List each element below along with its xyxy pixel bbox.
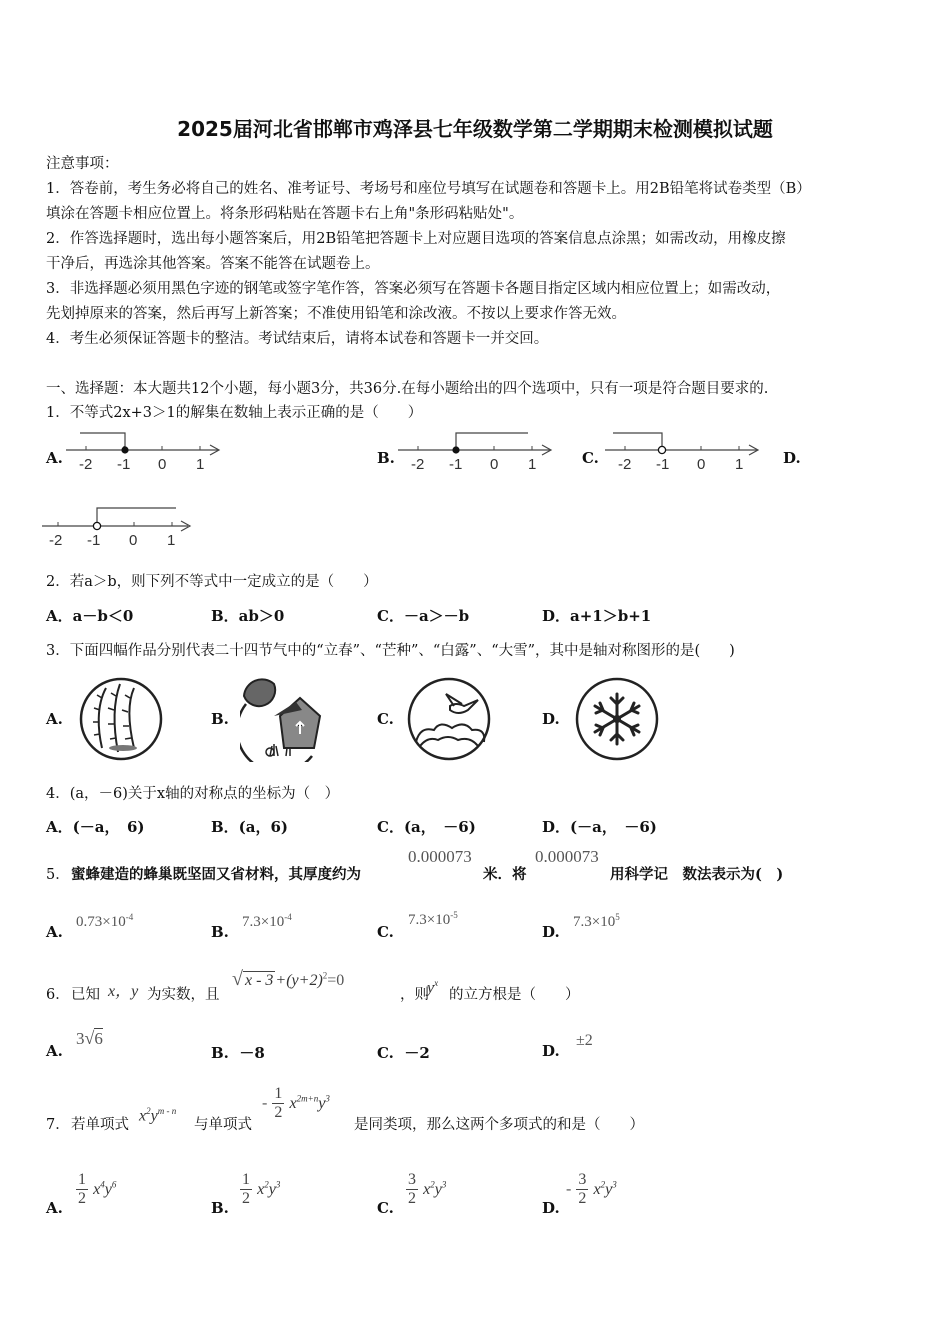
q1-numberline-b — [396, 428, 556, 474]
q5-option-c-value: $7.3\times 10^{-5}$ — [408, 910, 458, 928]
q7-option-d-value: - $\frac{3}{2}$ $x^2y^3$ — [566, 1171, 617, 1207]
q6-option-a-value: 3√6 — [76, 1028, 103, 1048]
tick-label: 0 — [697, 456, 706, 473]
q2-option-d: D．a+1＞b+1 — [542, 607, 652, 625]
tick-label: -1 — [87, 532, 101, 549]
q5-text-3: 用科学记 数法表示为( ) — [610, 866, 784, 883]
daxue-snowflake-icon — [574, 676, 660, 762]
notice-line: 3．非选择题必须用黑色字迹的钢笔或签字笔作答，答案必须写在答题卡各题目指定区域内相应位置上；如需改动， — [46, 281, 781, 297]
notice-heading: 注意事项： — [46, 156, 119, 172]
section-heading: 一、选择题：本大题共12个小题，每小题3分，共36分.在每小题给出的四个选项中，只有一项是符合题目要求的. — [46, 381, 769, 397]
q4-option-c: C．(a， －6) — [377, 818, 476, 836]
notice-line: 1．答卷前，考生务必将自己的姓名、准考证号、考场号和座位号填写在试题卷和答题卡上。用2B铅笔将试卷类型（B） — [46, 181, 811, 197]
tick-label: -1 — [117, 456, 131, 473]
q2-option-b: B．ab＞0 — [211, 607, 285, 625]
q1-numberline-c — [603, 428, 763, 474]
q1-numberline-a — [64, 428, 224, 474]
q6-text-3: ，则 — [400, 987, 429, 1003]
q5-value-2: 0.000073 — [535, 847, 599, 866]
q4-stem: 4．(a，－6)关于x轴的对称点的坐标为（ ） — [46, 786, 340, 802]
q5-option-b-value: $7.3\times 10^{-4}$ — [242, 912, 292, 930]
q4-option-a: A．(－a， 6) — [46, 818, 145, 836]
tick-label: 0 — [490, 456, 499, 473]
notice-line: 先划掉原来的答案，然后再写上新答案；不准使用铅笔和涂改液。不按以上要求作答无效。 — [46, 306, 626, 322]
tick-label: -1 — [449, 456, 463, 473]
notice-line: 干净后，再选涂其他答案。答案不能答在试题卷上。 — [46, 256, 380, 272]
q5-text-1: 蜜蜂建造的蜂巢既坚固又省材料，其厚度约为 — [71, 866, 361, 883]
q6-num: 6． — [46, 987, 70, 1003]
notice-line: 2．作答选择题时，选出每小题答案后，用2B铅笔把答题卡上对应题目选项的答案信息点涂黑；如需改动，用橡皮擦 — [46, 231, 786, 247]
q5-option-b-label: B. — [211, 923, 229, 941]
q7-option-b-label: B. — [211, 1199, 229, 1217]
q1-option-c-label: C. — [582, 449, 599, 467]
tick-label: 0 — [158, 456, 167, 473]
tick-label: -2 — [49, 532, 63, 549]
q2-option-a: A．a－b＜0 — [46, 607, 134, 625]
q3-option-c-label: C. — [377, 710, 394, 728]
q5-value-1: 0.000073 — [408, 847, 472, 866]
q6-y-power: $y^x$ — [427, 978, 439, 997]
tick-label: -1 — [656, 456, 670, 473]
q1-option-d-label: D. — [783, 449, 801, 467]
q5-option-d-label: D. — [542, 923, 560, 941]
q6-option-b: B. －8 — [211, 1044, 265, 1062]
q7-text-2: 与单项式 — [194, 1117, 252, 1133]
q7-num: 7． — [46, 1117, 70, 1133]
q6-option-d-label: D. — [542, 1042, 560, 1060]
q5-option-d-value: $7.3\times 10^5$ — [573, 912, 620, 930]
q6-vars: x，y — [108, 983, 139, 1000]
q7-option-a-label: A. — [46, 1199, 63, 1217]
q2-stem: 2．若a＞b，则下列不等式中一定成立的是（ ） — [46, 574, 378, 590]
q7-text-1: 若单项式 — [71, 1117, 129, 1133]
tick-label: 1 — [167, 532, 176, 549]
q7-monomial-1: $x^2y^{m - n}$ — [139, 1106, 177, 1125]
notice-line: 4．考生必须保证答题卡的整洁。考试结束后，请将本试卷和答题卡一并交回。 — [46, 331, 549, 347]
tick-label: 0 — [129, 532, 138, 549]
q6-option-d-value: ±2 — [576, 1032, 593, 1049]
q2-option-c: C．－a＞－b — [377, 607, 470, 625]
q7-option-c-label: C. — [377, 1199, 394, 1217]
bailu-icon — [406, 676, 492, 762]
q7-text-3: 是同类项，那么这两个多项式的和是（ ） — [354, 1117, 644, 1133]
q1-numberline-d — [40, 504, 200, 550]
q3-stem: 3．下面四幅作品分别代表二十四节气中的“立春”、“芒种”、“白露”、“大雪”，其中是轴对称图形的是( ) — [46, 643, 735, 659]
q6-equation: √ $x - 3 +(y+2)^2=0$ — [232, 968, 345, 990]
q5-text-2: 米．将 — [483, 866, 527, 883]
tick-label: -2 — [79, 456, 93, 473]
q5-option-c-label: C. — [377, 923, 394, 941]
q1-option-a-label: A. — [46, 449, 63, 467]
tick-label: -2 — [618, 456, 632, 473]
q7-option-b-value: $\frac{1}{2}$ $x^2y^3$ — [242, 1171, 281, 1207]
q4-option-d: D．(－a， －6) — [542, 818, 657, 836]
q3-option-b-label: B. — [211, 710, 229, 728]
q4-option-b: B．(a，6) — [211, 818, 289, 836]
q6-text-4: 的立方根是（ ） — [449, 987, 580, 1003]
tick-label: -2 — [411, 456, 425, 473]
q7-monomial-2: - $\frac{1}{2}$ $x^{2m+n}y^3$ — [262, 1085, 330, 1121]
q6-text-2: 为实数，且 — [147, 987, 220, 1003]
q7-option-d-label: D. — [542, 1199, 560, 1217]
q1-stem: 1．不等式2x+3＞1的解集在数轴上表示正确的是（ ） — [46, 405, 423, 421]
tick-label: 1 — [196, 456, 205, 473]
q6-option-a-label: A. — [46, 1042, 63, 1060]
lichun-willow-icon — [78, 676, 164, 762]
q5-option-a-label: A. — [46, 923, 63, 941]
q3-option-a-label: A. — [46, 710, 63, 728]
tick-label: 1 — [528, 456, 537, 473]
q3-option-d-label: D. — [542, 710, 560, 728]
tick-label: 1 — [735, 456, 744, 473]
q5-num: 5． — [46, 867, 70, 883]
page-title: 2025届河北省邯郸市鸡泽县七年级数学第二学期期末检测模拟试题 — [177, 117, 773, 141]
q7-option-c-value: $\frac{3}{2}$ $x^2y^3$ — [408, 1171, 447, 1207]
q6-option-c: C. －2 — [377, 1044, 430, 1062]
q5-option-a-value: $0.73\times 10^{-4}$ — [76, 912, 134, 930]
q1-option-b-label: B. — [377, 449, 395, 467]
q7-option-a-value: $\frac{1}{2}$ $x^4y^6$ — [78, 1171, 117, 1207]
q6-text-1: 已知 — [71, 987, 100, 1003]
notice-line: 填涂在答题卡相应位置上。将条形码粘贴在答题卡右上角"条形码粘贴处"。 — [46, 206, 524, 222]
mangzhong-icon — [240, 676, 326, 762]
